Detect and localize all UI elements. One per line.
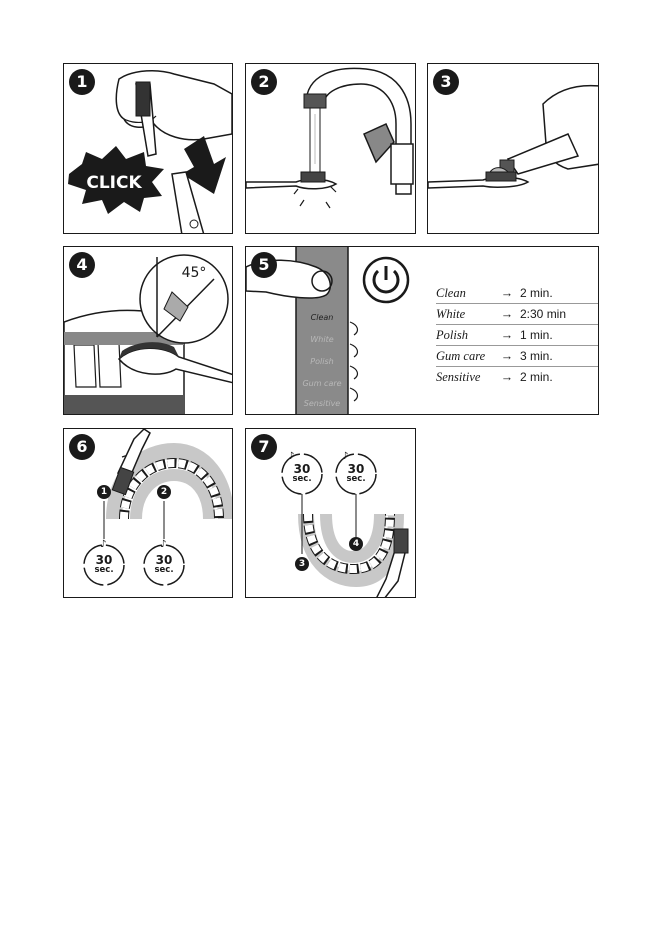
step-number: 7 — [251, 434, 277, 460]
mode-duration-table — [436, 283, 599, 387]
timer-value: 30 — [155, 553, 173, 567]
svg-text:♪: ♪ — [100, 539, 107, 550]
mode-row — [436, 346, 599, 367]
arrow-icon: → — [500, 369, 514, 384]
mode-row — [436, 367, 599, 387]
step-number: 5 — [251, 252, 277, 278]
step-7-panel — [245, 428, 416, 598]
mode-time: 1 min. — [520, 328, 553, 342]
arrow-icon: → — [500, 306, 514, 321]
step-number: 6 — [69, 434, 95, 460]
sub-step-number: 1 — [97, 485, 111, 499]
sub-step-number: 4 — [349, 537, 363, 551]
handle-mode-label: Gum care — [302, 379, 342, 388]
handle-mode-label: White — [310, 335, 334, 344]
mode-time: 2:30 min — [520, 307, 567, 321]
handle-mode-label: Polish — [310, 357, 334, 366]
mode-name: Clean — [436, 285, 466, 300]
timer-unit: sec. — [346, 474, 366, 484]
step-1-panel — [63, 63, 233, 234]
sub-step-number: 3 — [295, 557, 309, 571]
step-3-panel — [427, 63, 599, 234]
mode-row — [436, 325, 599, 346]
timer-value: 30 — [347, 462, 365, 476]
mode-time: 3 min. — [520, 349, 553, 363]
mode-name: Sensitive — [436, 369, 481, 384]
timer-icon — [144, 545, 184, 585]
timer-unit: sec. — [154, 565, 174, 575]
step-2-panel — [245, 63, 416, 234]
step-4-panel — [63, 246, 233, 415]
timer-icon — [84, 545, 124, 585]
arrow-icon: → — [500, 348, 514, 363]
step-number: 1 — [69, 69, 95, 95]
mode-time: 2 min. — [520, 286, 553, 300]
mode-name: Polish — [436, 327, 468, 342]
sub-step-number: 2 — [157, 485, 171, 499]
step-number: 4 — [69, 252, 95, 278]
mode-row — [436, 283, 599, 304]
svg-text:♪: ♪ — [160, 539, 167, 550]
handle-mode-label: Clean — [310, 313, 334, 322]
handle-mode-label: Sensitive — [303, 399, 341, 408]
timer-unit: sec. — [94, 565, 114, 575]
timer-value: 30 — [95, 553, 113, 567]
timer-value: 30 — [293, 462, 311, 476]
svg-text:♪: ♪ — [288, 451, 295, 462]
step-6-panel — [63, 428, 233, 598]
timer-icon — [282, 454, 322, 494]
angle-label: 45° — [181, 265, 207, 281]
arrow-icon: → — [500, 285, 514, 300]
click-label: CLICK — [86, 173, 142, 193]
timer-unit: sec. — [292, 474, 312, 484]
mode-name: White — [436, 306, 466, 321]
step-5-panel — [245, 246, 599, 415]
timer-icon — [336, 454, 376, 494]
mode-name: Gum care — [436, 348, 486, 363]
step-number: 3 — [433, 69, 459, 95]
svg-text:♪: ♪ — [342, 451, 349, 462]
mode-row — [436, 304, 599, 325]
step-number: 2 — [251, 69, 277, 95]
mode-time: 2 min. — [520, 370, 553, 384]
arrow-icon: → — [500, 327, 514, 342]
